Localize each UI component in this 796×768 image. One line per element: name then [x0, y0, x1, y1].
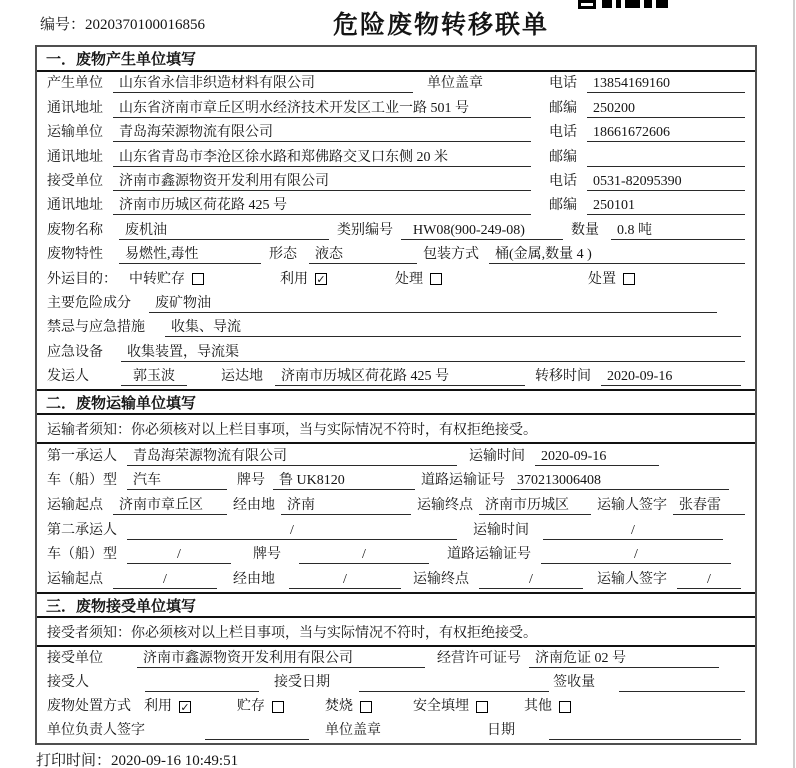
recipient-value [145, 673, 259, 692]
qr-module [656, 0, 668, 8]
phone-group [549, 74, 745, 93]
license2-value: / [541, 545, 731, 564]
disposal-option-incinerate [325, 697, 372, 716]
emergency-equipment-row [37, 340, 755, 364]
taboo-label: 禁忌与应急措施 [47, 320, 145, 336]
producer-zip-value: 250200 [587, 99, 745, 118]
end2-value: / [479, 570, 583, 589]
carrier2-label: 第二承运人 [47, 522, 117, 538]
plate-label: 牌号 [237, 473, 265, 489]
carrier-sign-label: 运输人签字 [597, 498, 667, 514]
vehicle2-row [37, 543, 755, 568]
plate1-value: 鲁 UK8120 [273, 471, 415, 490]
checkbox-unchecked [559, 701, 571, 713]
phone-label: 电话 [549, 125, 577, 141]
transport-time-label: 运输时间 [473, 522, 529, 538]
transporter-zip-value [587, 148, 745, 167]
route1-row [37, 493, 755, 518]
receive-date-value [359, 673, 549, 692]
checkbox-checked: ✓ [180, 700, 190, 714]
taboo-measures-row [37, 316, 755, 340]
plate2-value: / [299, 545, 429, 564]
origin-label: 运输起点 [47, 498, 103, 514]
via1-value: 济南 [281, 496, 411, 515]
producer-address-value: 山东省济南市章丘区明水经济技术开发区工业一路 501 号 [113, 99, 531, 118]
sign1-value: 张春雷 [673, 496, 745, 515]
disposal-label: 废物处置方式 [47, 699, 131, 714]
qr-module [625, 0, 640, 8]
road-license-label: 道路运输证号 [421, 473, 505, 489]
checkbox-unchecked [360, 701, 372, 713]
consignor-label: 发运人 [47, 369, 89, 385]
equipment-value: 收集装置，导流渠 [121, 343, 745, 362]
consignor-value: 郭玉波 [121, 367, 187, 386]
head-sign-value [205, 721, 309, 740]
zip-label: 邮编 [549, 198, 577, 214]
phone-group [549, 172, 745, 191]
page-edge-line [793, 0, 795, 768]
transport-time2-value: / [543, 521, 723, 540]
phone-group [549, 123, 745, 142]
transporter-address-row [37, 145, 755, 169]
transfer-date-label: 转移时间 [535, 369, 591, 385]
hazard-component-row [37, 292, 755, 316]
checkbox-unchecked [623, 273, 635, 285]
packing-label: 包装方式 [423, 247, 479, 263]
qr-module [616, 0, 621, 8]
qr-code-fragment-icon [578, 0, 672, 9]
serial-label: 编号： [40, 17, 86, 33]
waste-name-label: 废物名称 [47, 222, 103, 238]
transporter-address-value: 山东省青岛市李沧区徐水路和郑佛路交叉口东侧 20 米 [113, 148, 531, 167]
permit-label: 经营许可证号 [437, 651, 521, 666]
carrier2-value: / [127, 521, 457, 540]
origin1-value: 济南市章丘区 [113, 496, 227, 515]
character-value: 易燃性,毒性 [119, 245, 261, 264]
checkbox-checked: ✓ [316, 273, 326, 287]
head-signature-row [37, 719, 755, 743]
option-label: 处理 [395, 271, 423, 287]
receiver-row [37, 170, 755, 194]
zip-group [549, 99, 745, 118]
receive-date-label: 接受日期 [273, 675, 330, 690]
receiver-address-value: 济南市历城区荷花路 425 号 [113, 196, 531, 215]
receiver-label: 接受单位 [47, 173, 103, 189]
transporter-phone-value: 18661672606 [587, 123, 745, 142]
category-value: HW08(900-249-08) [401, 221, 563, 240]
option-label: 贮存 [237, 699, 265, 714]
waste-name-value: 废机油 [119, 221, 329, 240]
form-value: 液态 [309, 245, 417, 264]
end-label: 运输终点 [413, 572, 469, 588]
receiver-zip-value: 250101 [587, 196, 745, 215]
origin-label: 运输起点 [47, 572, 103, 588]
quantity-value: 0.8 吨 [611, 221, 745, 240]
section2-heading: 二．废物运输单位填写 [37, 389, 755, 415]
accept-unit-row [37, 647, 755, 671]
receiver-value: 济南市鑫源物资开发利用有限公司 [113, 172, 531, 191]
unit-seal-label: 单位盖章 [325, 723, 381, 738]
purpose-option-dispose [588, 270, 635, 289]
producer-address-row [37, 96, 755, 120]
carrier1-label: 第一承运人 [47, 448, 117, 464]
qr-finder-block [578, 0, 596, 9]
taboo-value: 收集、导流 [165, 318, 741, 337]
producer-label: 产生单位 [47, 76, 103, 92]
permit-value: 济南危证 02 号 [529, 649, 719, 668]
checkbox-unchecked [192, 273, 204, 285]
zip-label: 邮编 [549, 100, 577, 116]
transporter-row [37, 121, 755, 145]
received-qty-value [619, 673, 745, 692]
equipment-label: 应急设备 [47, 344, 103, 360]
via2-value: / [289, 570, 401, 589]
page-title: 危险废物转移联单 [332, 12, 549, 39]
recipient-label: 接受人 [47, 675, 89, 690]
disposal-method-row [37, 695, 755, 719]
producer-row [37, 72, 755, 96]
accept-unit-value: 济南市鑫源物资开发利用有限公司 [137, 649, 425, 668]
serial-number: 2020370100016856 [85, 17, 206, 33]
first-carrier-row [37, 444, 755, 469]
license1-value: 370213006408 [511, 471, 729, 490]
purpose-option-utilize [280, 270, 327, 289]
waste-name-row [37, 218, 755, 242]
origin2-value: / [113, 570, 217, 589]
option-label: 利用 [280, 271, 308, 287]
destination-value: 济南市历城区荷花路 425 号 [275, 367, 525, 386]
option-label: 焚烧 [325, 699, 353, 714]
producer-phone-value: 13854169160 [587, 74, 745, 93]
purpose-option-treat [395, 270, 442, 289]
form-label: 形态 [269, 247, 297, 263]
plate-label: 牌号 [253, 547, 281, 563]
transporter-notice: 运输者须知：你必须核对以上栏目事项，当与实际情况不符时，有权拒绝接受。 [37, 415, 755, 444]
destination-label: 运达地 [221, 369, 263, 385]
end-label: 运输终点 [417, 498, 473, 514]
checkbox-unchecked [476, 701, 488, 713]
section2-body [37, 444, 755, 592]
print-time-value: 2020-09-16 10:49:51 [111, 753, 239, 768]
transfer-date-value: 2020-09-16 [601, 367, 741, 386]
vehicle2-value: / [127, 545, 231, 564]
receiver-phone-value: 0531-82095390 [587, 172, 745, 191]
option-label: 利用 [144, 699, 172, 714]
waste-character-row [37, 243, 755, 267]
head-sign-label: 单位负责人签字 [47, 723, 145, 738]
print-time-label: 打印时间： [36, 753, 112, 768]
sign2-value: / [677, 570, 741, 589]
disposal-option-other [524, 697, 571, 716]
via-label: 经由地 [233, 498, 275, 514]
zip-group [549, 148, 745, 167]
recipient-row [37, 671, 755, 695]
transporter-value: 青岛海荣源物流有限公司 [113, 123, 531, 142]
road-license-label: 道路运输证号 [447, 547, 531, 563]
unit-seal-label: 单位盖章 [427, 76, 483, 92]
section3-body [37, 647, 755, 743]
qr-module [602, 0, 612, 8]
packing-value: 桶(金属,数量 4 ) [489, 245, 745, 264]
disposal-option-landfill [413, 697, 488, 716]
purpose-option-transfer-storage [129, 270, 204, 289]
second-carrier-row [37, 518, 755, 543]
phone-label: 电话 [549, 173, 577, 189]
section1-body [37, 72, 755, 389]
transporter-label: 运输单位 [47, 125, 103, 141]
option-label: 安全填埋 [413, 699, 469, 714]
address-label: 通讯地址 [47, 198, 103, 214]
accept-unit-label: 接受单位 [47, 651, 103, 666]
checkbox-unchecked [430, 273, 442, 285]
receiver-address-row [37, 194, 755, 218]
phone-label: 电话 [549, 76, 577, 92]
disposal-option-utilize [144, 697, 191, 716]
end1-value: 济南市历城区 [479, 496, 591, 515]
address-label: 通讯地址 [47, 149, 103, 165]
date-label: 日期 [487, 723, 515, 738]
zip-label: 邮编 [549, 149, 577, 165]
carrier1-value: 青岛海荣源物流有限公司 [127, 447, 457, 466]
disposal-option-store [237, 697, 284, 716]
qr-module [644, 0, 652, 8]
quantity-label: 数量 [571, 222, 599, 238]
print-time-line [36, 749, 238, 768]
section3-heading: 三．废物接受单位填写 [37, 592, 755, 618]
vehicle1-value: 汽车 [127, 471, 227, 490]
option-label: 中转贮存 [129, 271, 185, 287]
transfer-form-table [35, 45, 757, 745]
via-label: 经由地 [233, 572, 275, 588]
received-qty-label: 签收量 [553, 675, 596, 690]
hazard-value: 废矿物油 [149, 294, 717, 313]
carrier-sign-label: 运输人签字 [597, 572, 667, 588]
receiver-notice: 接受者须知：你必须核对以上栏目事项，当与实际情况不符时，有权拒绝接受。 [37, 618, 755, 647]
address-label: 通讯地址 [47, 100, 103, 116]
option-label: 其他 [524, 699, 552, 714]
producer-value: 山东省永信非织造材料有限公司 [113, 74, 413, 93]
category-label: 类别编号 [337, 222, 393, 238]
character-label: 废物特性 [47, 247, 103, 263]
option-label: 处置 [588, 271, 616, 287]
vehicle-type-label: 车（船）型 [47, 547, 117, 563]
zip-group [549, 196, 745, 215]
date-value [549, 721, 741, 740]
checkbox-unchecked [272, 701, 284, 713]
hazard-label: 主要危险成分 [47, 295, 131, 311]
transport-time1-value: 2020-09-16 [535, 447, 659, 466]
route2-row [37, 567, 755, 592]
vehicle1-row [37, 469, 755, 494]
purpose-label: 外运目的： [47, 271, 117, 287]
section1-heading: 一．废物产生单位填写 [37, 47, 755, 72]
consignor-row [37, 365, 755, 389]
transport-time-label: 运输时间 [469, 448, 525, 464]
transport-purpose-row [37, 267, 755, 291]
vehicle-type-label: 车（船）型 [47, 473, 117, 489]
